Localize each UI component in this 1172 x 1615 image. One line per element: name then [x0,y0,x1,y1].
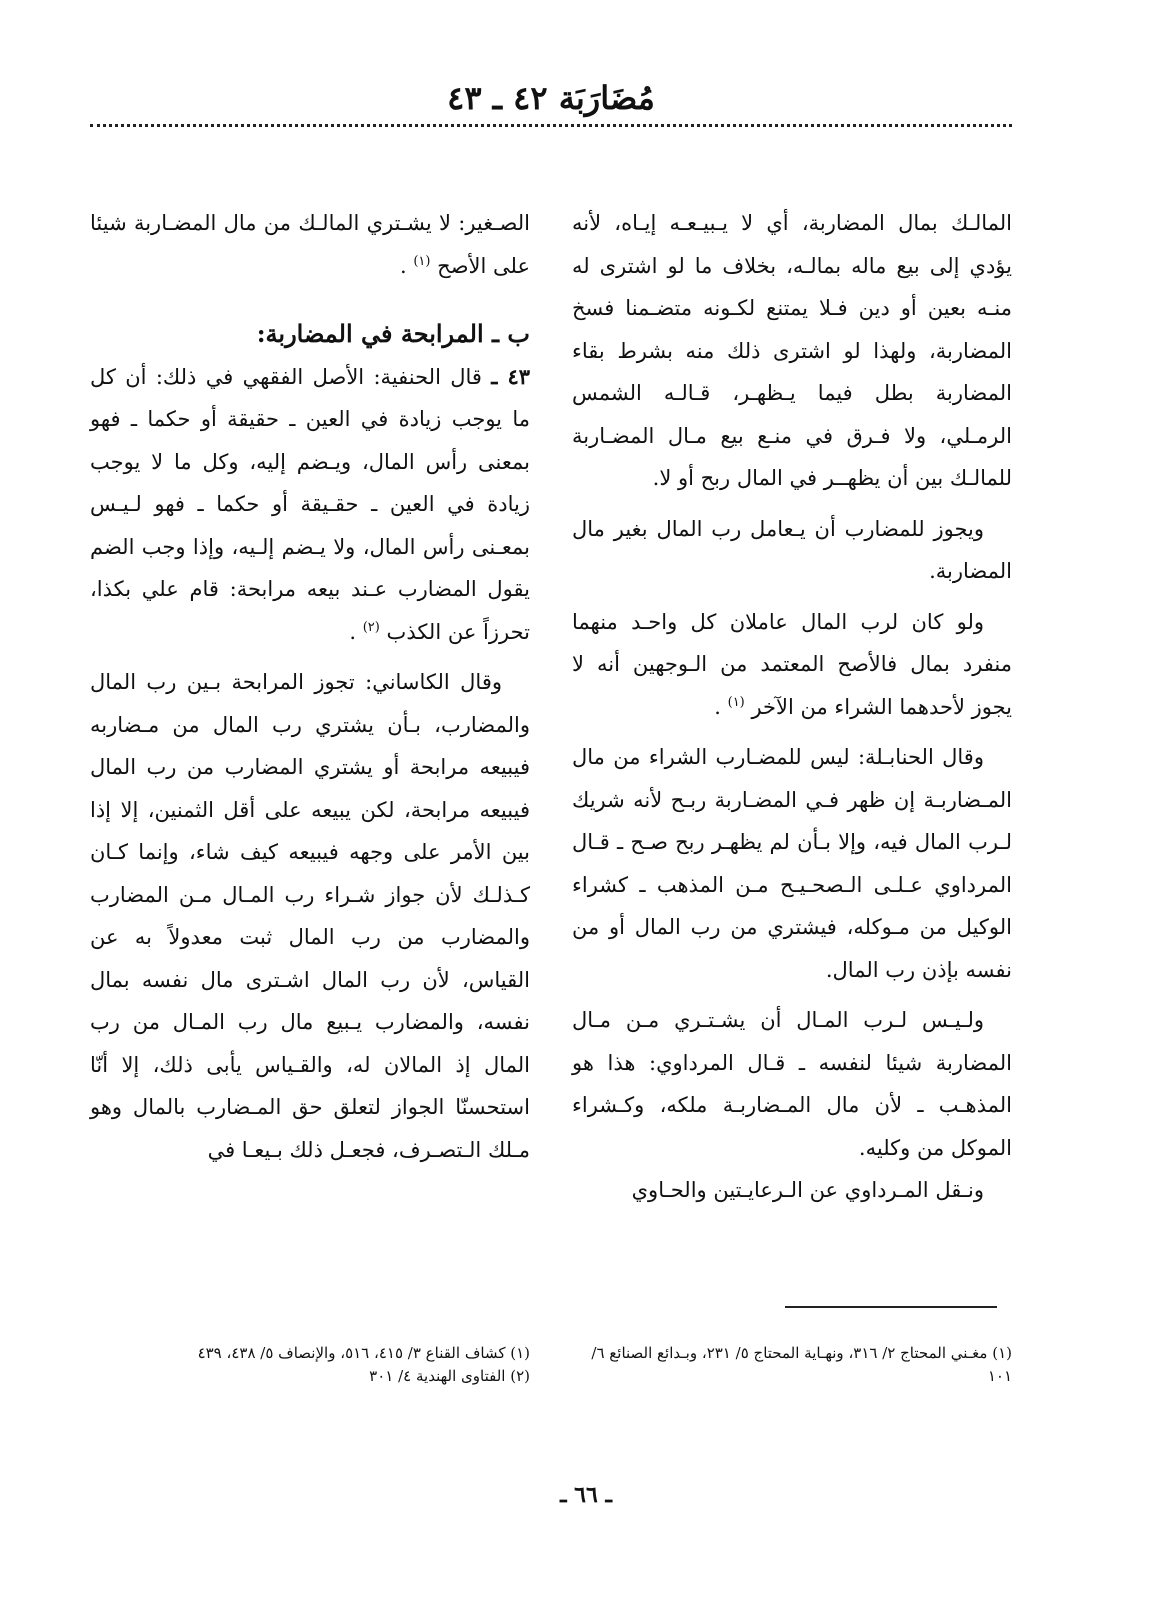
paragraph: الصـغير: لا يشـتري المالـك من مال المضـاربة شيئا على الأصح $^{(١)}$ . [90,211,530,278]
right-column [572,202,1012,1212]
section-heading: ب ـ المرابحة في المضاربة: [256,319,530,348]
left-footnotes [90,1342,530,1388]
paragraph: المالـك بمال المضاربة، أي لا يـبيـعـه إيـاه، لأنه يؤدي إلى بيع ماله بمالـه، بخلاف ما لو اشترى له منـه بعين أو دين فـلا يمتنع لكـونه متضـمنا فسخ المضاربة، ولهذا لو اشترى ذلك منه بشرط بقاء المضاربة بطل فيما يـظهـر، قـالـه الشمس الرمـلي، ولا فـرق في منـع بيع مـال المضـاربة للمالـك بين أن يظهــر في المال ربح أو لا. [572,211,1012,490]
paragraph: ونـقل المـرداوي عن الـرعايـتين والحـاوي [631,1178,984,1202]
footnote: (٢) الفتاوى الهندية ٤/ ٣٠١ [369,1367,530,1385]
paragraph-text: قال الحنفية: الأصل الفقهي في ذلك: أن كل ما يوجب زيادة في العين ـ حقيقة أو حكما ـ فهو بمعنى رأس المال، ويـضم إليه، وكل ما لا يوجب زيادة في العين ـ حقـيقة أو حكما ـ فهو لـيـس بمعـنى رأس المال، ولا يـضم إلـيه، وإذا وجب الضم يقول المضارب عـند بيعه مرابحة: قام علي بكذا، تحرزاً عن الكذب [90,364,530,644]
paragraph-text: الصـغير: لا يشـتري المالـك من مال المضـاربة شيئا على الأصح [90,211,530,278]
section-number: ٤٣ ـ [491,363,530,389]
right-footnotes [572,1342,1012,1388]
footnote-ref: (١) [727,694,745,710]
paragraph: وقال الكاساني: تجوز المرابحة بـين رب المال والمضارب، بـأن يشتري رب المال من مـضاربه فيبيعه مرابحة أو يشتري المضارب من رب المال فيبيعه مرابحة، لكن يبيعه على أقل الثمنين، إلا إذا بين الأمر على وجهه فيبيعه كيف شاء، وإنما كـان كـذلـك لأن جواز شـراء رب المـال مـن المضارب والمضارب من رب المال ثبت معدولاً به عن القياس، لأن رب المال اشـترى مال نفسه بمال نفسه، والمضارب يـبيع مال رب المـال من رب المال إذ المالان له، والقـياس يأبى ذلك، إلا أنّا استحسنّا الجواز لتعلق حق المـضارب بالمال وهو مـلك الـتصـرف، فجعـل ذلك بـيعـا في [90,670,530,1162]
page-header-title: مُضَارَبَة ٤٢ ـ ٤٣ [447,79,655,117]
paragraph: ولـيـس لـرب المـال أن يشـتـري مـن مـال المضاربة شيئا لنفسه ـ قـال المرداوي: هذا هو المذهـب ـ لأن مال المـضاربـة ملكه، وكـشراء الموكل من وكليه. [572,1008,1012,1160]
paragraph-text: ولو كان لرب المال عاملان كل واحـد منهما منفرد بمال فالأصح المعتمد من الـوجهين أنه لا يجوز لأحدهما الشراء من الآخر [572,609,1012,719]
paragraph: ولو كان لرب المال عاملان كل واحـد منهما منفرد بمال فالأصح المعتمد من الـوجهين أنه لا يجوز لأحدهما الشراء من الآخر $^{(١)}$ . [572,609,1012,719]
footnote-ref: (٢) [362,619,380,635]
left-column [90,202,530,1171]
footnote: (١) مغـني المحتاج ٢/ ٣١٦، ونهـاية المحتاج ٥/ ٢٣١، وبـدائع الصنائع ٦/ ١٠١ [591,1344,1012,1385]
paragraph: وقال الحنابـلة: ليس للمضـارب الشراء من مال المـضاربـة إن ظهر فـي المضـاربة ربـح لأنه شريك لـرب المال فيه، وإلا بـأن لم يظهـر ربح صـح ـ قـال المرداوي عـلـى الـصحـيـح مـن المذهب ـ كشراء الوكيل من مـوكله، فيشتري من رب المال أو من نفسه بإذن رب المال. [572,745,1012,982]
footnote-ref: (١) [413,253,431,269]
footnote: (١) كشاف القناع ٣/ ٤١٥، ٥١٦، والإنصاف ٥/ ٤٣٨، ٤٣٩ [197,1344,530,1362]
paragraph: ٤٣ ـ قال الحنفية: الأصل الفقهي في ذلك: أن كل ما يوجب زيادة في العين ـ حقيقة أو حكما ـ فهو بمعنى رأس المال، ويـضم إليه، وكل ما لا يوجب زيادة في العين ـ حقـيقة أو حكما ـ فهو لـيـس بمعـنى رأس المال، ولا يـضم إلـيه، وإذا وجب الضم يقول المضارب عـند بيعه مرابحة: قام علي بكذا، تحرزاً عن الكذب $^{(٢)}$ . [90,363,530,644]
header-dotted-rule [90,124,1012,127]
page-number: ـ ٦٦ ـ [560,1482,612,1508]
footnote-separator [785,1306,997,1308]
paragraph: ويجوز للمضارب أن يـعامل رب المال بغير مال المضاربة. [572,516,1012,583]
